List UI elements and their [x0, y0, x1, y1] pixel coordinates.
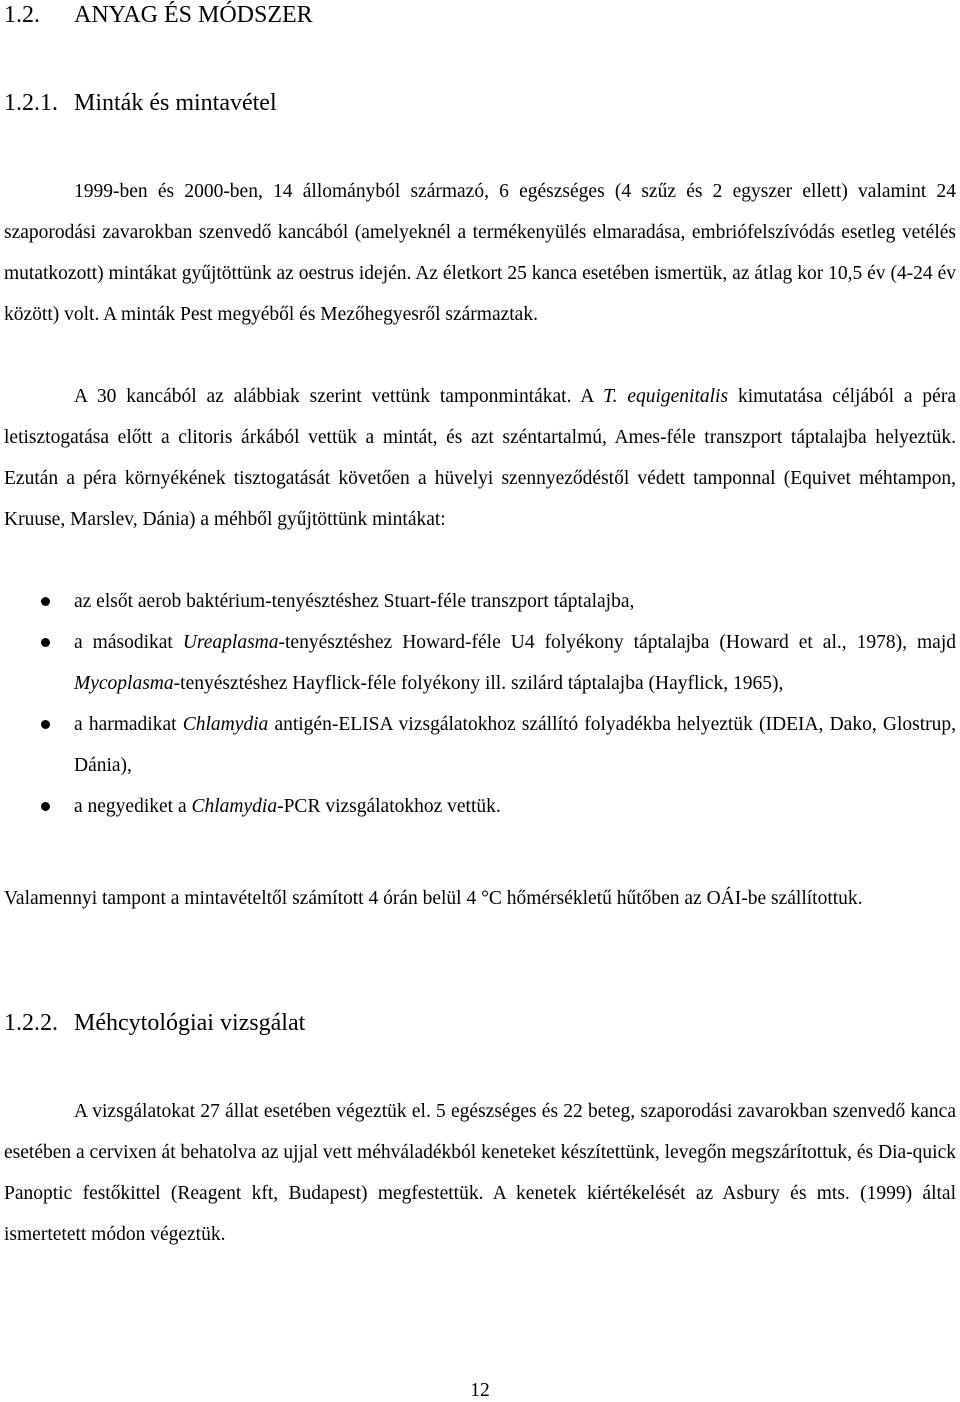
paragraph-sampling-text-1: A 30 kancából az alábbiak szerint vettünk tamponmintákat. A — [74, 386, 604, 407]
list-item-text: -tenyésztéshez Howard-féle U4 folyékony táptalajba (Howard et al., 1978), majd — [278, 632, 956, 653]
list-item — [4, 704, 956, 786]
subsection-1-number: 1.2.1. — [4, 90, 58, 116]
bullet-list — [4, 581, 956, 827]
list-item-text: -PCR vizsgálatokhoz vettük. — [277, 796, 501, 817]
list-item — [4, 786, 956, 827]
paragraph-transport: Valamennyi tampont a mintavételtől számított 4 órán belül 4 °C hőmérsékletű hűtőben az OÁI-be szállítottuk. — [4, 888, 863, 909]
bullet-icon — [41, 802, 50, 811]
section-title: ANYAG ÉS MÓDSZER — [74, 2, 313, 28]
list-item — [4, 581, 956, 622]
paragraph-cytology: A vizsgálatokat 27 állat esetében végeztük el. 5 egészséges és 22 beteg, szaporodási zavarokban szenvedő kanca esetében a cervixen át behatolva az ujjal vett méhváladékból keneteket készítettünk, levegőn megszárítottuk, és Dia-quick Panoptic festőkittel (Reagent kft, Budapest) megfestettük. A kenetek kiértékelését az Asbury és mts. (1999) által ismertetett módon végeztük. — [4, 1101, 956, 1245]
page-number: 12 — [470, 1380, 490, 1401]
organism-name: T. equigenitalis — [603, 386, 729, 407]
list-item-text: antigén-ELISA vizsgálatokhoz szállító folyadékba helyeztük (IDEIA, Dako, Glostrup, Dánia), — [74, 714, 956, 776]
list-item — [4, 622, 956, 704]
list-item-text: a negyediket a — [74, 796, 192, 817]
list-item-text: -tenyésztéshez Hayflick-féle folyékony ill. szilárd táptalajba (Hayflick, 1965), — [173, 673, 784, 694]
list-item-text: a másodikat — [74, 632, 183, 653]
subsection-heading-1 — [4, 90, 277, 117]
section-number: 1.2. — [4, 2, 40, 28]
organism-name: Mycoplasma — [74, 673, 174, 694]
paragraph-sampling-method — [4, 376, 956, 540]
bullet-icon — [41, 597, 50, 606]
subsection-2-number: 1.2.2. — [4, 1010, 58, 1036]
bullet-icon — [41, 720, 50, 729]
paragraph-sampling-text-2: kimutatása céljából a péra letisztogatása előtt a clitoris árkából vettük a mintát, és azt széntartalmú, Ames-féle transzport táptalajba helyeztük. Ezután a péra környékének tisztogatását követően a hüvelyi szennyeződéstől védett tamponnal (Equivet méhtampon, Kruuse, Marslev, Dánia) a méhből gyűjtöttünk mintákat: — [4, 386, 956, 530]
subsection-2-title: Méhcytológiai vizsgálat — [74, 1010, 306, 1036]
section-heading — [4, 2, 313, 29]
paragraph-samples: 1999-ben és 2000-ben, 14 állományból származó, 6 egészséges (4 szűz és 2 egyszer ellett) valamint 24 szaporodási zavarokban szenvedő kancából (amelyeknél a termékenyülés elmaradása, embriófelszívódás esetleg vetélés mutatkozott) mintákat gyűjtöttünk az oestrus idején. Az életkort 25 kanca esetében ismertük, az átlag kor 10,5 év (4-24 év között) volt. A minták Pest megyéből és Mezőhegyesről származtak. — [4, 181, 956, 325]
organism-name: Chlamydia — [191, 796, 278, 817]
organism-name: Ureaplasma — [182, 632, 279, 653]
list-item-text: az elsőt aerob baktérium-tenyésztéshez Stuart-féle transzport táptalajba, — [74, 591, 635, 612]
organism-name: Chlamydia — [182, 714, 269, 735]
bullet-icon — [41, 638, 50, 647]
list-item-text: a harmadikat — [74, 714, 183, 735]
subsection-heading-2 — [4, 1010, 305, 1037]
subsection-1-title: Minták és mintavétel — [74, 90, 277, 116]
